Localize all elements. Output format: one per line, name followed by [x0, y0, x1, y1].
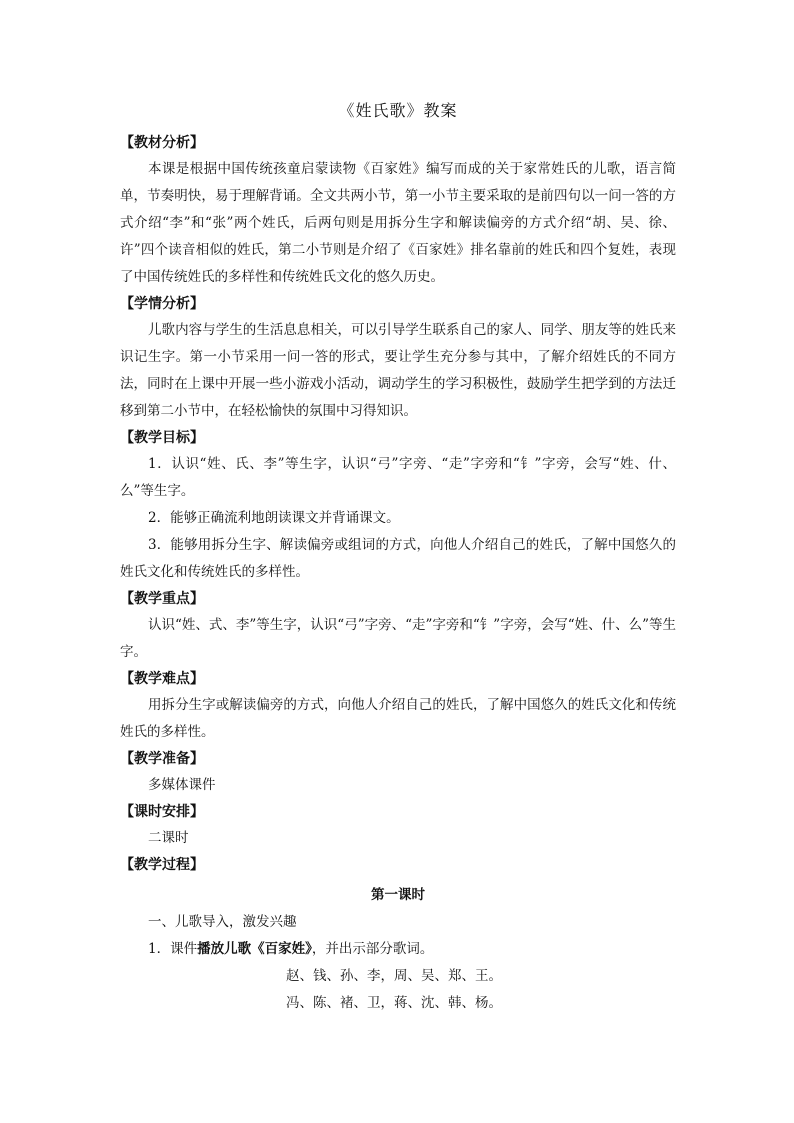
section-heading: 【教学目标】	[120, 430, 204, 446]
lesson-plan-page	[120, 98, 676, 1017]
section-paragraph: 儿歌内容与学生的生活息息相关，可以引导学生联系自己的家人、同学、朋友等的姓氏来识记生字。第一小节采用一问一答的形式，要让学生充分参与其中，了解介绍姓氏的不同方法，同时在上课中开展一些小游戏小活动，调动学生的学习积极性，鼓励学生把学到的方法迁移到第二小节中，在轻松愉快的氛围中习得知识。	[120, 322, 676, 419]
lesson-title: 第一课时	[371, 887, 425, 903]
section-heading: 【教学重点】	[120, 591, 204, 607]
process-item-prefix: 1．课件	[148, 941, 198, 957]
section-paragraph: 本课是根据中国传统孩童启蒙读物《百家姓》编写而成的关于家常姓氏的儿歌，语言简单，节奏明快，易于理解背诵。全文共两小节，第一小节主要采取的是前四句以一问一答的方式介绍“李”和“张”两个姓氏，后两句则是用拆分生字和解读偏旁的方式介绍“胡、吴、徐、许”四个读音相似的姓氏，第二小节则是介绍了《百家姓》排名靠前的姓氏和四个复姓，表现了中国传统姓氏的多样性和传统姓氏文化的悠久历史。	[120, 161, 676, 285]
process-step: 一、儿歌导入，激发兴趣	[148, 914, 297, 930]
lyric-line: 冯、陈、褚、卫，蒋、沈、韩、杨。	[286, 995, 502, 1011]
section-paragraph: 认识“姓、式、李”等生字，认识“弓”字旁、“走”字旁和“钅”字旁，会写“姓、什、么”等生字。	[120, 617, 677, 660]
section-teaching-process	[120, 852, 676, 1017]
process-item	[120, 936, 676, 963]
section-heading: 【学情分析】	[120, 296, 204, 312]
section-heading: 【教学难点】	[120, 671, 204, 687]
section-heading: 【教学过程】	[120, 857, 204, 873]
section-heading: 【教学准备】	[120, 751, 204, 767]
section-paragraph: 二课时	[148, 830, 189, 846]
section-schedule	[120, 799, 676, 852]
goal-item: 3．能够用拆分生字、解读偏旁或组词的方式，向他人介绍自己的姓氏，了解中国悠久的姓氏文化和传统姓氏的多样性。	[120, 537, 676, 580]
lyric-line: 赵、钱、孙、李，周、吴、郑、王。	[286, 968, 502, 984]
goal-item: 2．能够正确流利地朗读课文并背诵课文。	[148, 510, 400, 526]
document-title: 《姓氏歌》教案	[338, 101, 458, 120]
section-heading: 【课时安排】	[120, 804, 204, 820]
section-preparation	[120, 746, 676, 799]
section-student-analysis	[120, 291, 676, 425]
section-paragraph: 多媒体课件	[148, 777, 216, 793]
section-key-points	[120, 586, 676, 666]
process-item-emphasis: 播放儿歌《百家姓》	[197, 941, 312, 957]
goal-item: 1．认识“姓、氏、李”等生字，认识“弓”字旁、“走”字旁和“钅”字旁，会写“姓、什、么”等生字。	[120, 456, 676, 499]
section-teaching-goals	[120, 425, 676, 586]
section-paragraph: 用拆分生字或解读偏旁的方式，向他人介绍自己的姓氏，了解中国悠久的姓氏文化和传统姓氏的多样性。	[120, 697, 676, 740]
section-textbook-analysis	[120, 130, 676, 291]
process-item-suffix: ，并出示部分歌词。	[311, 941, 434, 957]
section-heading: 【教材分析】	[120, 135, 204, 151]
section-difficult-points	[120, 666, 676, 746]
